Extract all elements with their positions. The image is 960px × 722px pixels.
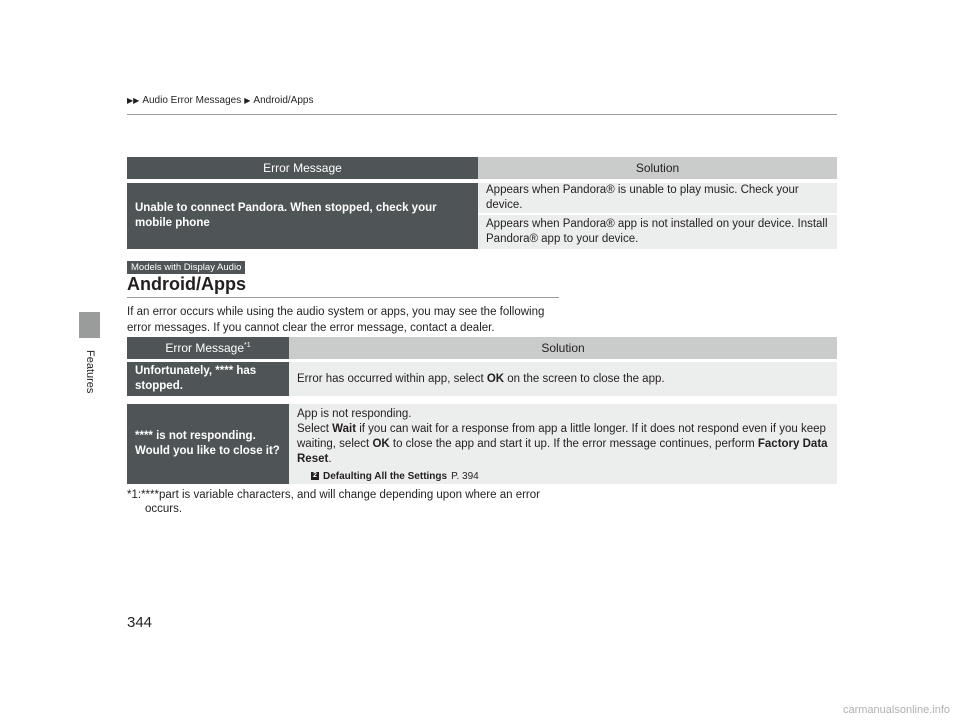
solution-cell xyxy=(289,396,837,484)
header-message-text: Error Message xyxy=(165,341,245,355)
breadcrumb-item[interactable]: Android/Apps xyxy=(253,95,314,106)
breadcrumb xyxy=(127,95,313,106)
solution-text: to close the app and start it up. If the error message continues, perform xyxy=(389,437,758,450)
side-section-label: Features xyxy=(84,350,96,394)
footnote-line: *1:****part is variable characters, and will change depending upon where an error xyxy=(127,489,540,501)
side-tab-marker xyxy=(79,312,100,338)
table-header-message xyxy=(127,337,289,359)
footnote-ref: *1 xyxy=(244,342,251,349)
breadcrumb-item[interactable]: Audio Error Messages xyxy=(142,95,242,106)
table-header-solution: Solution xyxy=(478,157,837,179)
solution-cell: Appears when Pandora® is unable to play music. Check your device. xyxy=(478,179,837,213)
table-header-message: Error Message xyxy=(127,157,478,179)
footnote-line: occurs. xyxy=(145,503,183,515)
solution-text: if you can wait for a response from app a little longer. If it does not respond even if you keep waiting, select xyxy=(297,422,826,450)
intro-paragraph: If an error occurs while using the audio system or apps, you may see the following error messages. If you cannot clear the error message, contact a dealer. xyxy=(127,306,545,334)
model-badge: Models with Display Audio xyxy=(127,261,245,274)
solution-bold: Wait xyxy=(332,422,357,435)
error-message-cell: Unable to connect Pandora. When stopped, check your mobile phone xyxy=(127,179,478,249)
error-message-cell: **** is not responding. Would you like to close it? xyxy=(127,396,289,484)
watermark: carmanualsonline.info xyxy=(842,704,950,716)
pandora-error-table xyxy=(127,157,837,249)
error-message-cell: Unfortunately, **** has stopped. xyxy=(127,359,289,396)
header-divider xyxy=(127,114,837,115)
solution-cell xyxy=(289,359,837,396)
solution-text: . xyxy=(328,452,332,465)
solution-cell: Appears when Pandora® app is not installed on your device. Install Pandora® app to your device. xyxy=(478,213,837,249)
breadcrumb-arrow-icon: ▶ xyxy=(244,96,251,105)
solution-line xyxy=(297,422,829,467)
solution-text: Select xyxy=(297,422,333,435)
reference-title: Defaulting All the Settings xyxy=(323,470,448,482)
solution-text: on the screen to close the app. xyxy=(504,372,665,385)
cross-reference-link[interactable] xyxy=(311,469,829,484)
android-error-table xyxy=(127,337,837,484)
section-divider xyxy=(127,297,559,298)
solution-text: Error has occurred within app, select xyxy=(297,372,487,385)
solution-bold: Factory Data Reset xyxy=(297,437,828,465)
solution-bold: OK xyxy=(372,437,390,450)
footnote xyxy=(127,488,567,516)
section-title: Android/Apps xyxy=(127,274,246,294)
breadcrumb-arrow-icon: ▶▶ xyxy=(127,96,140,105)
solution-line: App is not responding. xyxy=(297,407,412,420)
table-header-solution: Solution xyxy=(289,337,837,359)
page-number: 344 xyxy=(127,614,153,631)
reference-page: P. 394 xyxy=(451,470,479,482)
side-tab-strip xyxy=(79,88,100,722)
solution-bold: OK xyxy=(486,372,505,385)
reference-arrow-icon: 2 xyxy=(311,472,319,480)
